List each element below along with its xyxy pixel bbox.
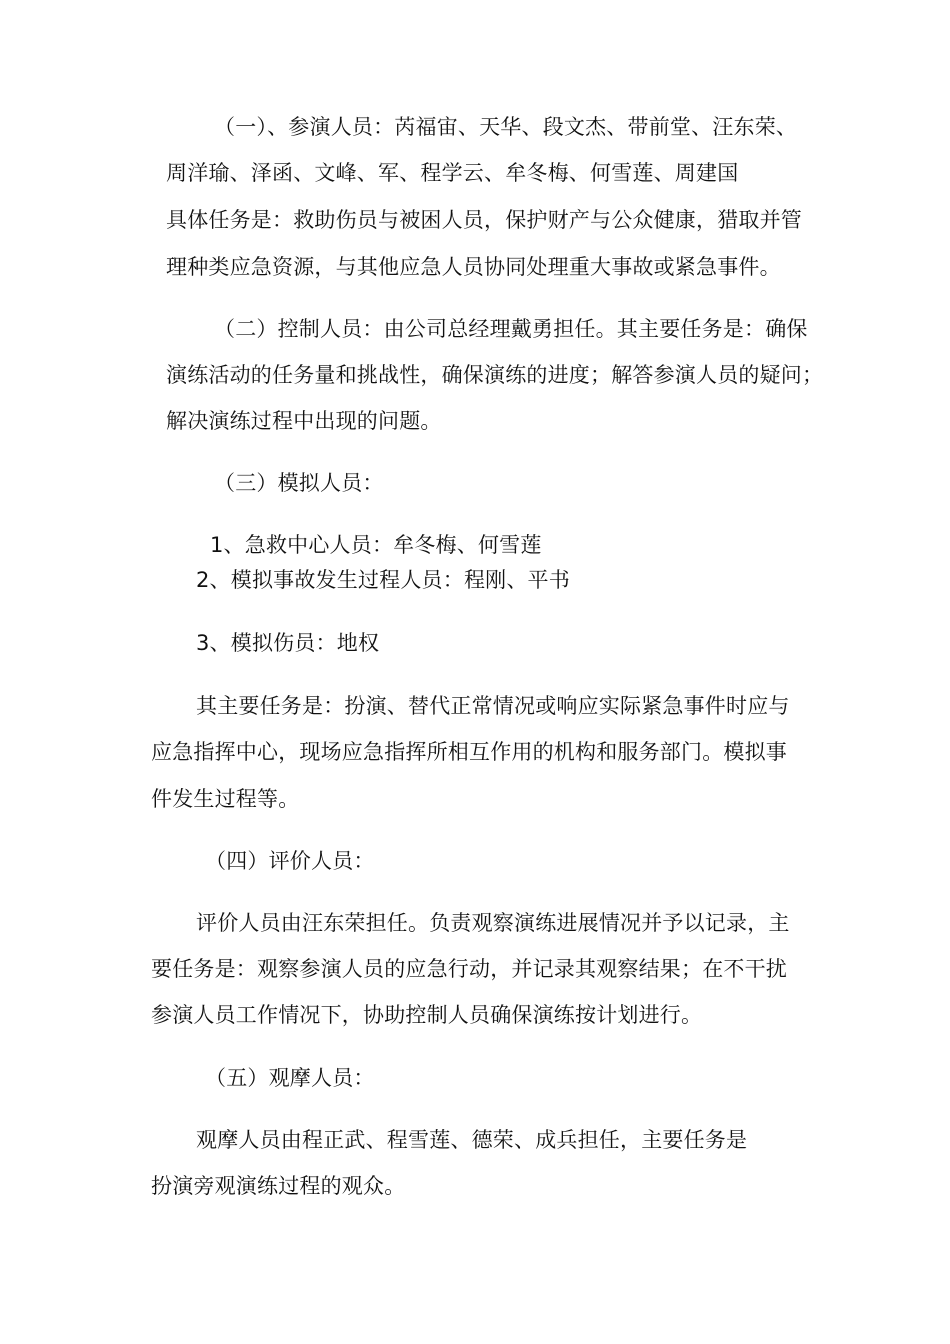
evaluators-line-2: 要任务是：观察参演人员的应急行动，并记录其观察结果；在不干扰 <box>151 957 787 981</box>
simulators-paragraph-line-2: 应急指挥中心，现场应急指挥所相互作用的机构和服务部门。模拟事 <box>151 740 787 764</box>
evaluators-line-3: 参演人员工作情况下，协助控制人员确保演练按计划进行。 <box>151 1003 703 1027</box>
simulators-item-2: 2、模拟事故发生过程人员：程刚、平书 <box>196 568 570 592</box>
participants-tasks-line-2: 理种类应急资源，与其他应急人员协同处理重大事故或紧急事件。 <box>166 255 781 279</box>
controllers-line-1: （二）控制人员：由公司总经理戴勇担任。其主要任务是：确保 <box>214 317 808 341</box>
participants-names-line: 周洋瑜、泽函、文峰、军、程学云、牟冬梅、何雪莲、周建国 <box>166 161 739 185</box>
evaluators-heading: （四）评价人员： <box>205 849 375 873</box>
observers-line-2: 扮演旁观演练过程的观众。 <box>151 1174 406 1198</box>
evaluators-line-1: 评价人员由汪东荣担任。负责观察演练进展情况并予以记录，主 <box>196 911 790 935</box>
simulators-item-1: 1、急救中心人员：牟冬梅、何雪莲 <box>210 533 542 557</box>
observers-heading: （五）观摩人员： <box>205 1066 375 1090</box>
simulators-paragraph-line-3: 件发生过程等。 <box>151 787 300 811</box>
simulators-heading: （三）模拟人员： <box>214 471 384 495</box>
controllers-line-3: 解决演练过程中出现的问题。 <box>166 409 442 433</box>
participants-heading-line: （一）、参演人员：芮福宙、天华、段文杰、带前堂、汪东荣、 <box>214 115 798 139</box>
participants-tasks-line-1: 具体任务是：救助伤员与被困人员，保护财产与公众健康，猎取并管 <box>166 208 802 232</box>
simulators-paragraph-line-1: 其主要任务是：扮演、替代正常情况或响应实际紧急事件时应与 <box>196 694 790 718</box>
simulators-item-3: 3、模拟伤员：地权 <box>196 631 380 655</box>
controllers-line-2: 演练活动的任务量和挑战性，确保演练的进度；解答参演人员的疑问； <box>166 363 824 387</box>
observers-line-1: 观摩人员由程正武、程雪莲、德荣、成兵担任，主要任务是 <box>196 1128 748 1152</box>
